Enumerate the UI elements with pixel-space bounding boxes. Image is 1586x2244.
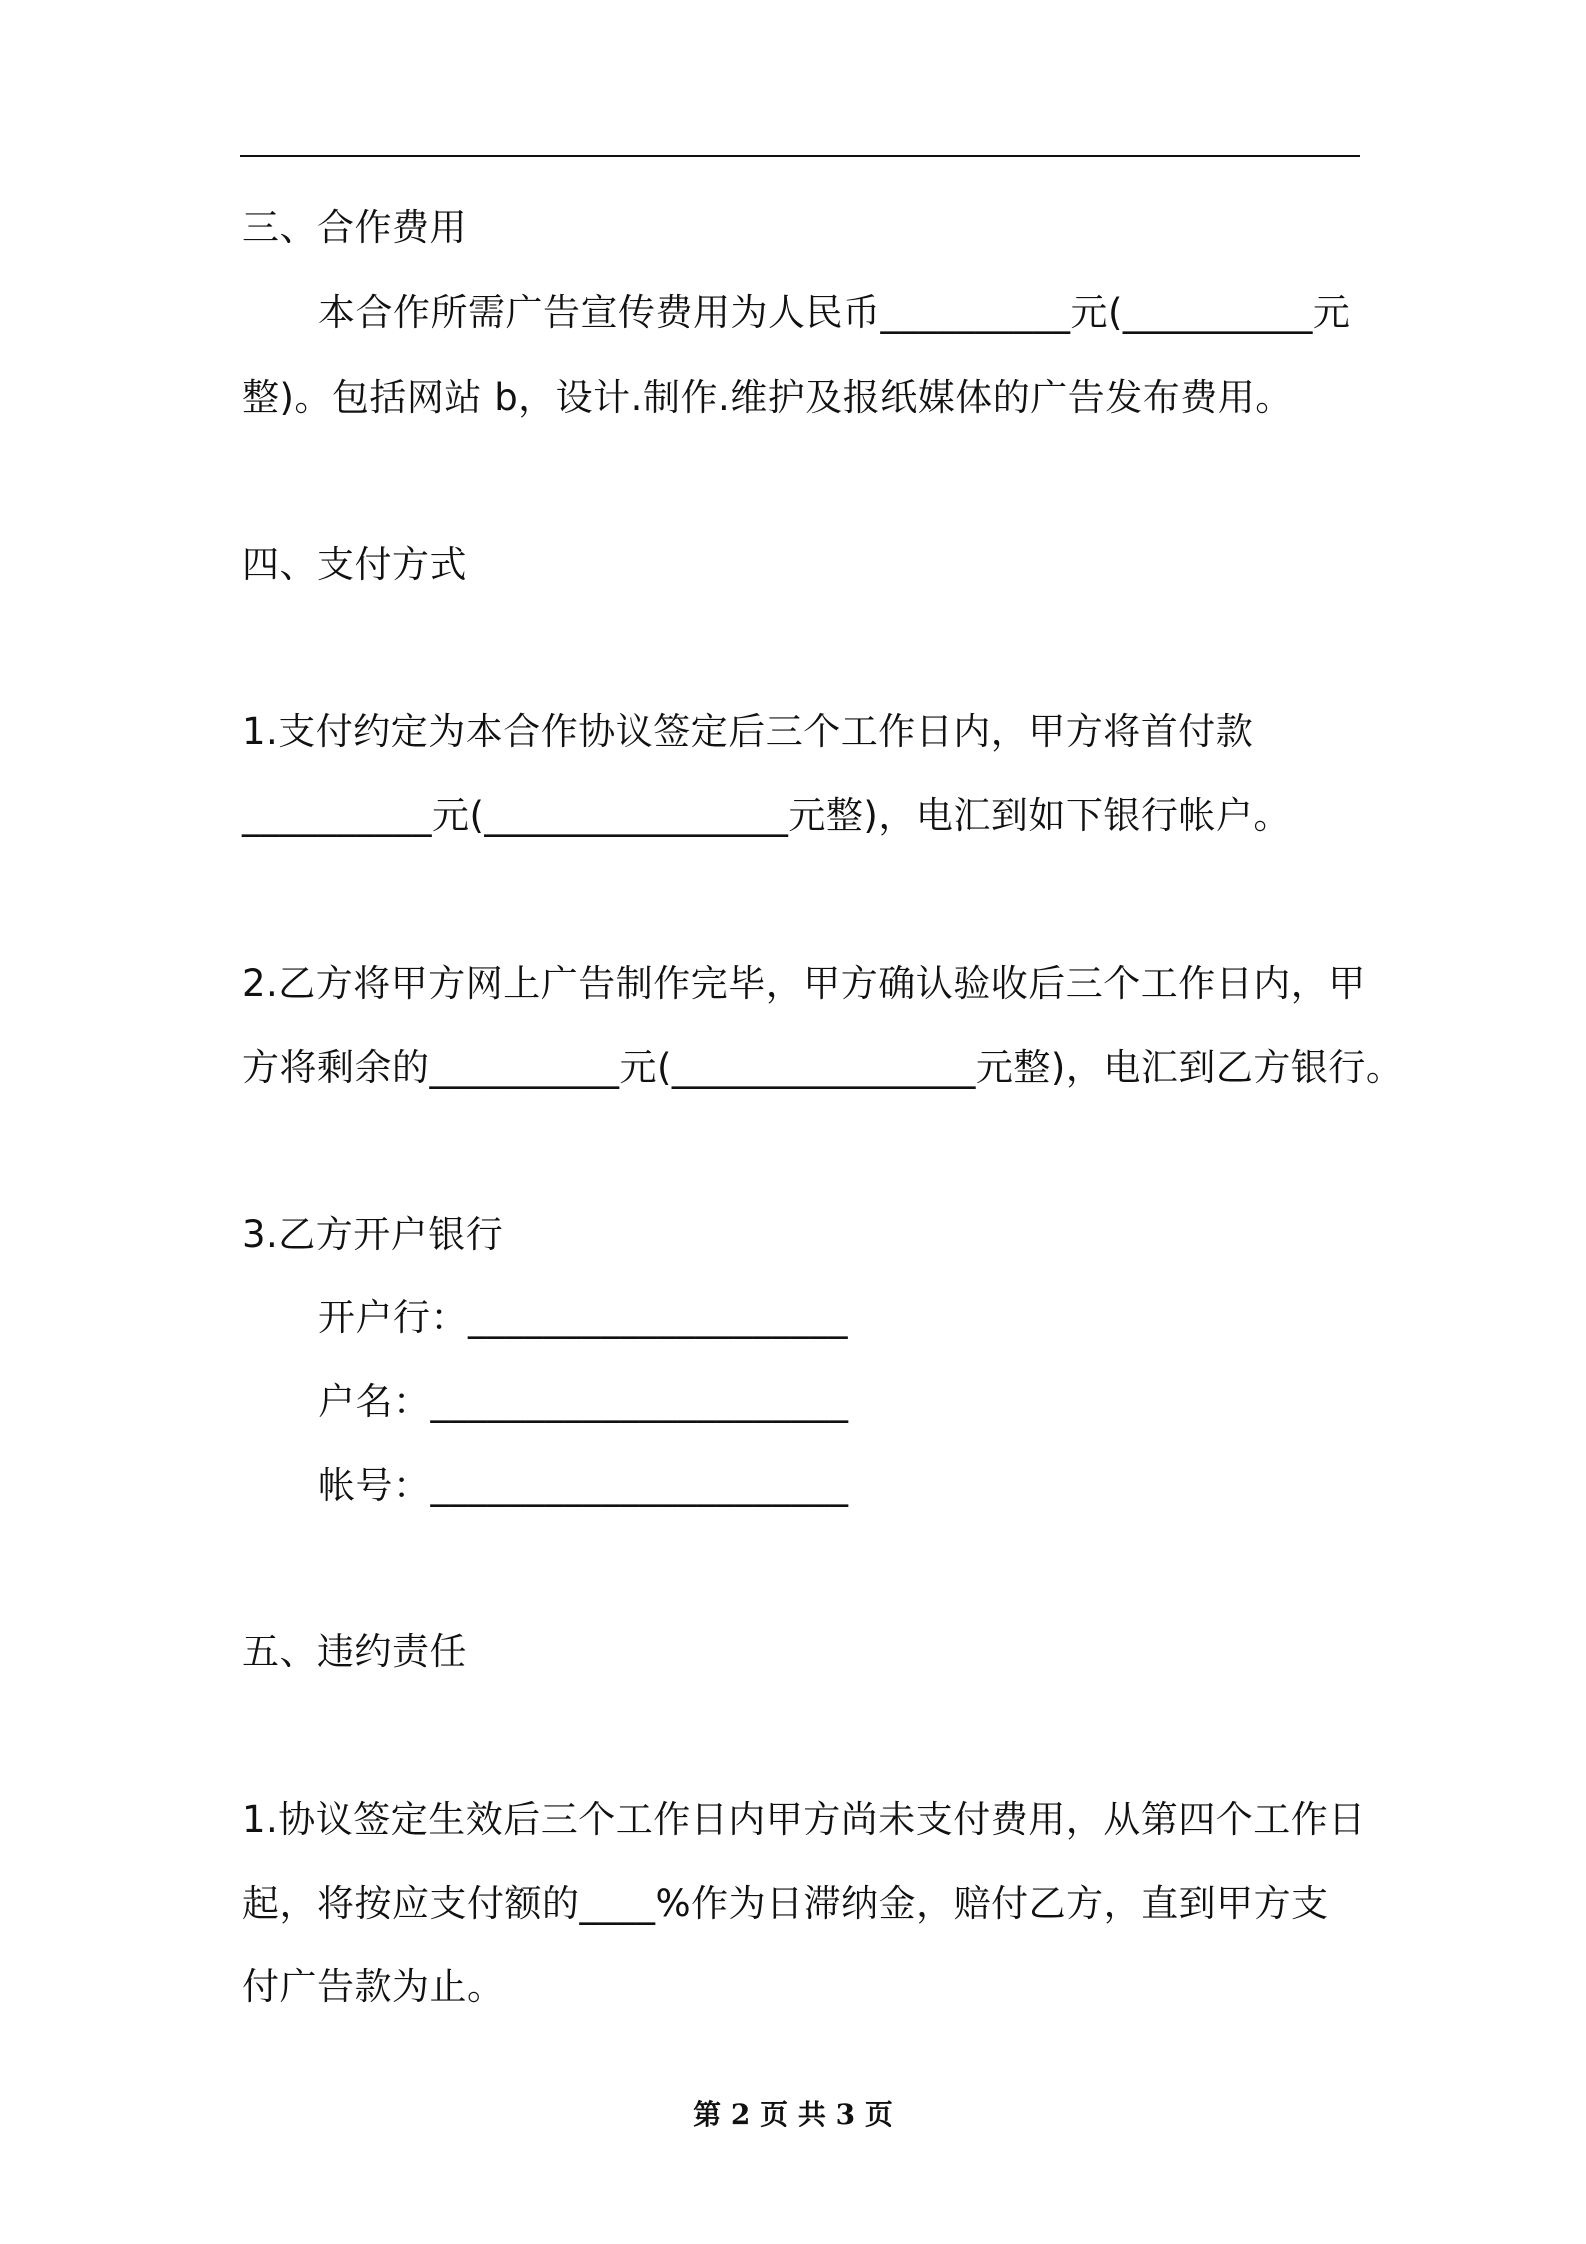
payment-item-1-line-1: 1.支付约定为本合作协议签定后三个工作日内，甲方将首付款: [242, 710, 1254, 753]
section-heading-payment: 四、支付方式: [242, 543, 467, 586]
payment-item-2-line-2: 方将剩余的__________元(________________元整)，电汇到乙方银行。: [242, 1046, 1404, 1089]
breach-item-1-line-3: 付广告款为止。: [242, 1965, 505, 2008]
account-holder-line: 户名：______________________: [318, 1380, 849, 1423]
breach-item-1-line-2: 起，将按应支付额的____%作为日滞纳金，赔付乙方，直到甲方支: [242, 1882, 1329, 1925]
breach-item-1-line-1: 1.协议签定生效后三个工作日内甲方尚未支付费用，从第四个工作日: [242, 1798, 1366, 1841]
bank-name-line: 开户行：____________________: [318, 1296, 848, 1339]
payment-item-2-line-1: 2.乙方将甲方网上广告制作完毕，甲方确认验收后三个工作日内，甲: [242, 962, 1366, 1005]
page-number-footer: 第 2 页 共 3 页: [693, 2098, 893, 2131]
section-heading-fees: 三、合作费用: [242, 206, 467, 249]
account-number-line: 帐号：______________________: [318, 1464, 849, 1507]
header-rule: [240, 155, 1360, 157]
section-heading-breach: 五、违约责任: [242, 1630, 467, 1673]
payment-item-3-title: 3.乙方开户银行: [242, 1213, 504, 1256]
fees-paragraph-line-1: 本合作所需广告宣传费用为人民币__________元(__________元: [318, 291, 1351, 334]
payment-item-1-line-2: __________元(________________元整)，电汇到如下银行帐户。: [242, 794, 1291, 837]
fees-paragraph-line-2: 整)。包括网站 b，设计.制作.维护及报纸媒体的广告发布费用。: [242, 376, 1293, 419]
